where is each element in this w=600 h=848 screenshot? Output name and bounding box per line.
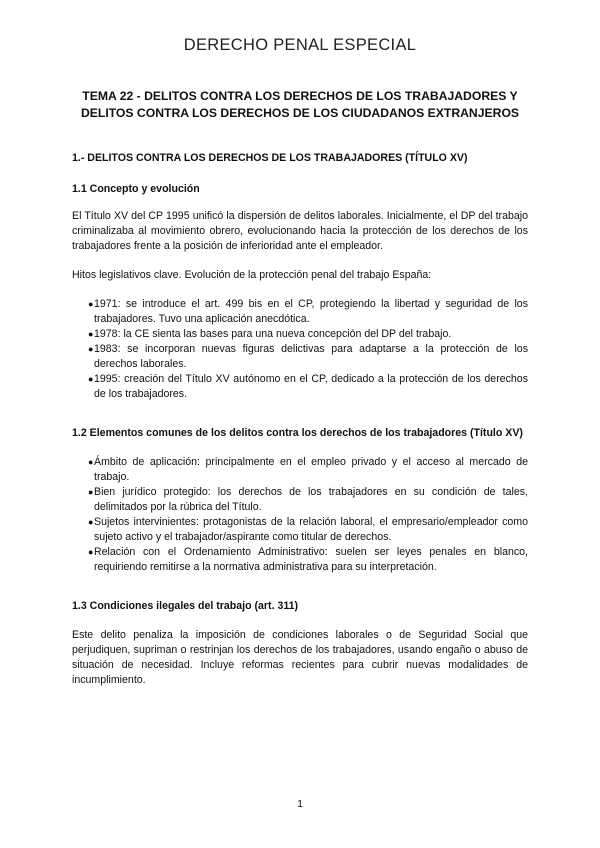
list-item [72, 297, 528, 327]
bullet-list [72, 297, 528, 402]
bullet-icon: ● [88, 517, 94, 527]
page-number: 1 [297, 798, 303, 810]
list-item [72, 327, 528, 342]
paragraph: El Título XV del CP 1995 unificó la dispersión de delitos laborales. Inicialmente, el DP del trabajo criminalizaba al movimiento obrero, evolucionando hacia la protección de los derechos de los trabajadores frente a la posición de inferioridad ante el empleador. [72, 210, 528, 252]
subsection-heading: 1.1 Concepto y evolución [72, 183, 200, 195]
list-item-text: Relación con el Ordenamiento Administrativo: suelen ser leyes penales en blanco, requiriendo remitirse a la normativa administrativa para su interpretación. [94, 546, 528, 573]
list-item [72, 342, 528, 372]
list-item-text: 1995: creación del Título XV autónomo en el CP, dedicado a la protección de los derechos de los trabajadores. [94, 373, 528, 400]
list-item [72, 455, 528, 485]
list-item-text: Bien jurídico protegido: los derechos de los trabajadores en su condición de tales, delimitados por la rúbrica del Título. [94, 486, 528, 513]
list-item-text: Ámbito de aplicación: principalmente en el empleo privado y el acceso al mercado de trabajo. [94, 456, 528, 483]
subsection-heading: 1.2 Elementos comunes de los delitos contra los derechos de los trabajadores (Título XV) [72, 427, 523, 439]
paragraph: Hitos legislativos clave. Evolución de la protección penal del trabajo España: [72, 269, 432, 281]
bullet-icon: ● [88, 457, 94, 467]
bullet-icon: ● [88, 374, 94, 384]
list-item-text: 1971: se introduce el art. 499 bis en el CP, protegiendo la libertad y seguridad de los trabajadores. Tuvo una aplicación anecdótica. [94, 298, 528, 325]
document-body [72, 151, 528, 688]
bullet-icon: ● [88, 329, 94, 339]
bullet-list [72, 455, 528, 575]
bullet-icon: ● [88, 547, 94, 557]
section-heading: 1.- DELITOS CONTRA LOS DERECHOS DE LOS TRABAJADORES (TÍTULO XV) [72, 152, 468, 164]
list-item [72, 372, 528, 402]
running-header: DERECHO PENAL ESPECIAL [183, 36, 417, 54]
list-item [72, 545, 528, 575]
subsection-heading: 1.3 Condiciones ilegales del trabajo (art. 311) [72, 600, 299, 612]
paragraph: Este delito penaliza la imposición de condiciones laborales o de Seguridad Social que perjudiquen, supriman o restrinjan los derechos de los trabajadores, usando engaño o abuso de situación de necesidad. Incluye reformas recientes para cubrir nuevas modalidades de incumplimiento. [72, 629, 528, 686]
list-item [72, 485, 528, 515]
document-title [60, 88, 540, 122]
list-item-text: 1983: se incorporan nuevas figuras delictivas para adaptarse a la protección de los derechos laborales. [94, 343, 528, 370]
bullet-icon: ● [88, 299, 94, 309]
bullet-icon: ● [88, 487, 94, 497]
list-item-text: 1978: la CE sienta las bases para una nueva concepción del DP del trabajo. [94, 328, 452, 340]
list-item-text: Sujetos intervinientes: protagonistas de la relación laboral, el empresario/empleador como sujeto activo y el trabajador/aspirante como titular de derechos. [94, 516, 528, 543]
list-item [72, 515, 528, 545]
title-line-2: DELITOS CONTRA LOS DERECHOS DE LOS CIUDADANOS EXTRANJEROS [80, 106, 520, 120]
bullet-icon: ● [88, 344, 94, 354]
title-line-1: TEMA 22 - DELITOS CONTRA LOS DERECHOS DE LOS TRABAJADORES Y [82, 89, 518, 103]
